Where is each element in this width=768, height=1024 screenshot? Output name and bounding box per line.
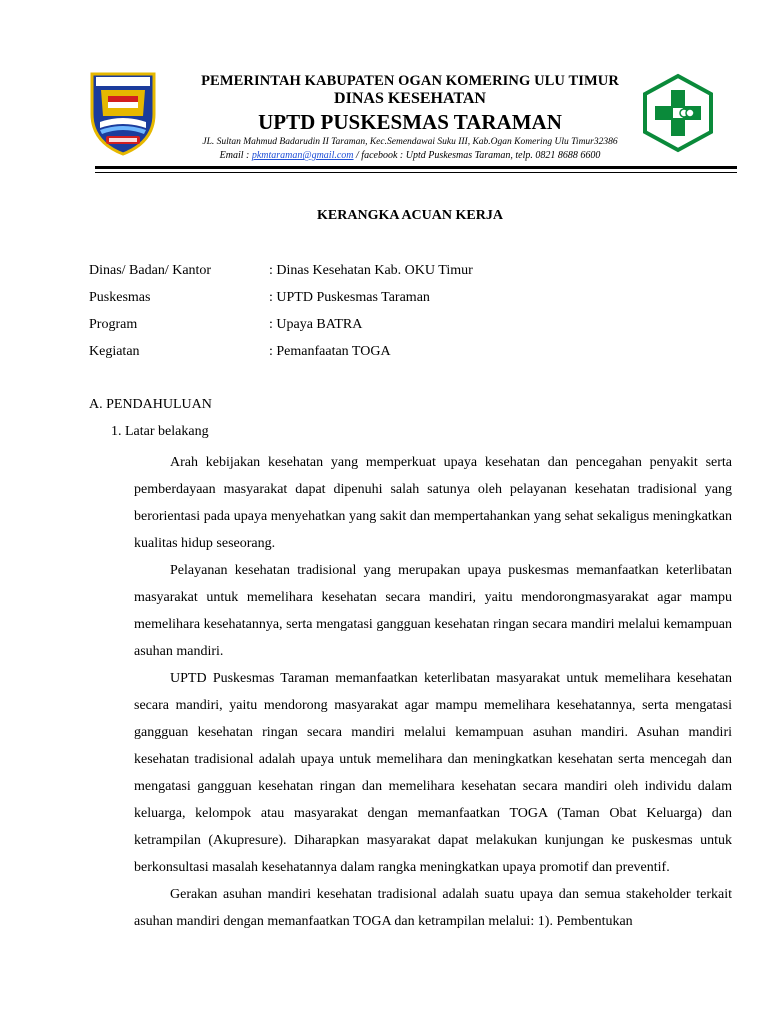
- letterhead: [170, 72, 650, 163]
- paragraph: Gerakan asuhan mandiri kesehatan tradisional adalah suatu upaya dan semua stakeholder terkait asuhan mandiri dengan memanfaatkan TOGA dan ketrampilan melalui: 1). Pembentukan: [134, 887, 732, 929]
- info-label: Puskesmas: [89, 290, 151, 305]
- info-value: : Pemanfaatan TOGA: [269, 344, 391, 359]
- section-heading-pendahuluan: A. PENDAHULUAN: [89, 397, 212, 412]
- email-prefix: Email :: [219, 150, 252, 161]
- letterhead-divider-thin: [95, 172, 737, 173]
- info-block: [89, 260, 689, 368]
- body-text: [134, 449, 732, 935]
- info-value: : Dinas Kesehatan Kab. OKU Timur: [269, 263, 473, 278]
- info-value: : Upaya BATRA: [269, 317, 363, 332]
- institution-name: UPTD PUSKESMAS TARAMAN: [258, 110, 562, 134]
- puskesmas-logo: [642, 73, 714, 153]
- email-link[interactable]: pkmtaraman@gmail.com: [251, 150, 354, 161]
- document-title: KERANGKA ACUAN KERJA: [317, 208, 503, 223]
- paragraph: UPTD Puskesmas Taraman memanfaatkan keterlibatan masyarakat untuk memelihara kesehatan secara mandiri, yaitu mendorong masyarakat agar mampu memelihara kesehatannya, serta mengatasi gangguan kesehatan ringan secara mandiri melalui kemampuan asuhan mandiri. Asuhan mandiri kesehatan tradisional adalah upaya untuk memelihara dan meningkatkan kesehatan serta mencegah dan mengatasi gangguan kesehatan ringan dan memelihara kesehatan secara mandiri oleh individu dalam keluarga, kelompok atau masyarakat dengan memanfaatkan TOGA (Taman Obat Keluarga) dan ketrampilan (Akupresure). Diharapkan masyarakat dapat melakukan kunjungan ke puskesmas untuk berkonsultasi masalah kesehatannya dalam rangka meningkatkan upaya promotif dan preventif.: [134, 671, 732, 875]
- subsection-heading-latar-belakang: 1. Latar belakang: [111, 424, 209, 439]
- letterhead-divider-thick: [95, 166, 737, 169]
- contact-line: [170, 149, 650, 163]
- regency-emblem-logo: [88, 70, 158, 156]
- paragraph: Arah kebijakan kesehatan yang memperkuat upaya kesehatan dan pencegahan penyakit serta pemberdayaan masyarakat dapat dipenuhi salah satunya oleh pelayanan kesehatan tradisional yang berorientasi pada upaya menyehatkan yang sakit dan mempertahankan yang sehat sekaligus meningkatkan kualitas hidup seseorang.: [134, 455, 732, 551]
- address-line: JL. Sultan Mahmud Badarudin II Taraman, Kec.Semendawai Suku III, Kab.Ogan Komering Ulu Timur32386: [202, 137, 618, 147]
- info-row: [89, 314, 689, 341]
- info-value: : UPTD Puskesmas Taraman: [269, 290, 430, 305]
- info-row: [89, 260, 689, 287]
- info-label: Program: [89, 317, 138, 332]
- contact-suffix: / facebook : Uptd Puskesmas Taraman, telp. 0821 8688 6600: [353, 150, 601, 161]
- info-row: [89, 287, 689, 314]
- government-name: PEMERINTAH KABUPATEN OGAN KOMERING ULU TIMUR: [201, 73, 619, 89]
- info-label: Kegiatan: [89, 344, 140, 359]
- paragraph: Pelayanan kesehatan tradisional yang merupakan upaya puskesmas memanfaatkan keterlibatan masyarakat untuk memelihara kesehatan secara mandiri, yaitu mendorongmasyarakat agar mampu memelihara kesehatannya, serta mengatasi gangguan kesehatan ringan secara mandiri melalui kemampuan asuhan mandiri.: [134, 563, 732, 659]
- info-row: [89, 341, 689, 368]
- info-label: Dinas/ Badan/ Kantor: [89, 263, 212, 278]
- agency-name: DINAS KESEHATAN: [334, 90, 486, 107]
